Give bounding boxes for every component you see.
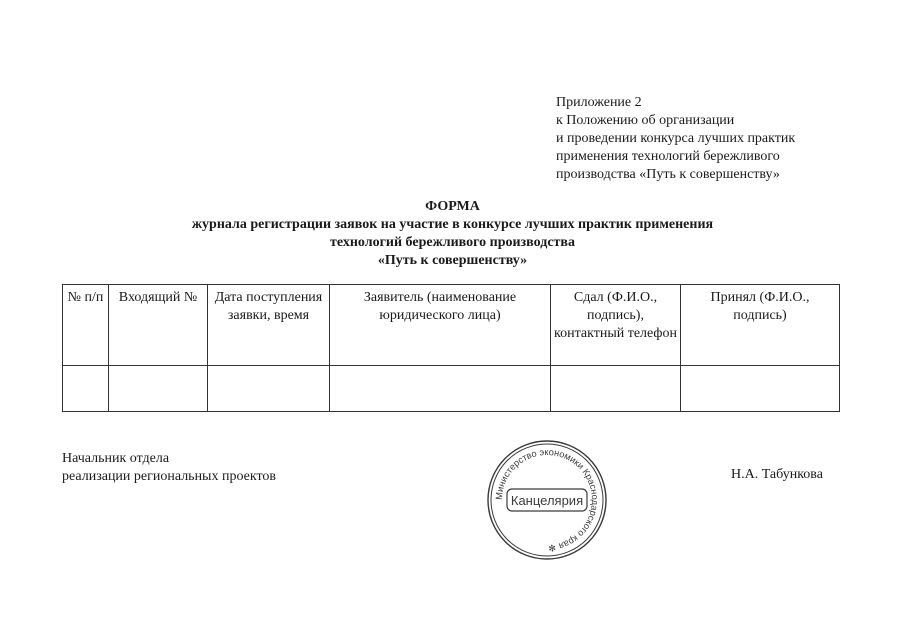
table-header-row (63, 285, 840, 366)
signer-position-line-2: реализации региональных проектов (62, 469, 277, 484)
stamp-ring-text: Министерство экономики Краснодарского края ✻ (493, 446, 601, 554)
stamp-center-text: Канцелярия (510, 493, 584, 508)
appendix-line-4: применения технологий бережливого (556, 149, 780, 164)
table-cell (63, 366, 109, 412)
appendix-note (556, 94, 795, 184)
header-accepted-by: Принял (Ф.И.О., подпись) (681, 285, 840, 366)
header-applicant: Заявитель (наименование юридического лица) (330, 285, 551, 366)
table-cell (681, 366, 840, 412)
appendix-line-3: и проведении конкурса лучших практик (556, 131, 796, 146)
form-title: ФОРМА (425, 199, 480, 214)
registration-journal-table (62, 284, 840, 412)
table-cell (330, 366, 551, 412)
appendix-line-5: производства «Путь к совершенству» (556, 167, 780, 182)
header-incoming-number: Входящий № (109, 285, 208, 366)
signer-position-line-1: Начальник отдела (62, 451, 170, 466)
header-submitted-by: Сдал (Ф.И.О., подпись), контактный телефон (551, 285, 681, 366)
form-subtitle-line-2: технологий бережливого производства (330, 235, 575, 250)
signer-position (62, 450, 276, 486)
header-number: № п/п (63, 285, 109, 366)
appendix-line-1: Приложение 2 (556, 95, 642, 110)
form-subtitle-line-3: «Путь к совершенству» (377, 253, 528, 268)
header-receipt-date: Дата поступления заявки, время (208, 285, 330, 366)
table-row (63, 366, 840, 412)
chancellery-stamp (485, 438, 609, 562)
table-cell (551, 366, 681, 412)
appendix-line-2: к Положению об организации (556, 113, 735, 128)
table-cell (208, 366, 330, 412)
form-subtitle-line-1: журнала регистрации заявок на участие в конкурсе лучших практик применения (191, 217, 714, 232)
signer-name: Н.А. Табункова (731, 467, 823, 482)
form-heading (0, 198, 905, 270)
table-cell (109, 366, 208, 412)
